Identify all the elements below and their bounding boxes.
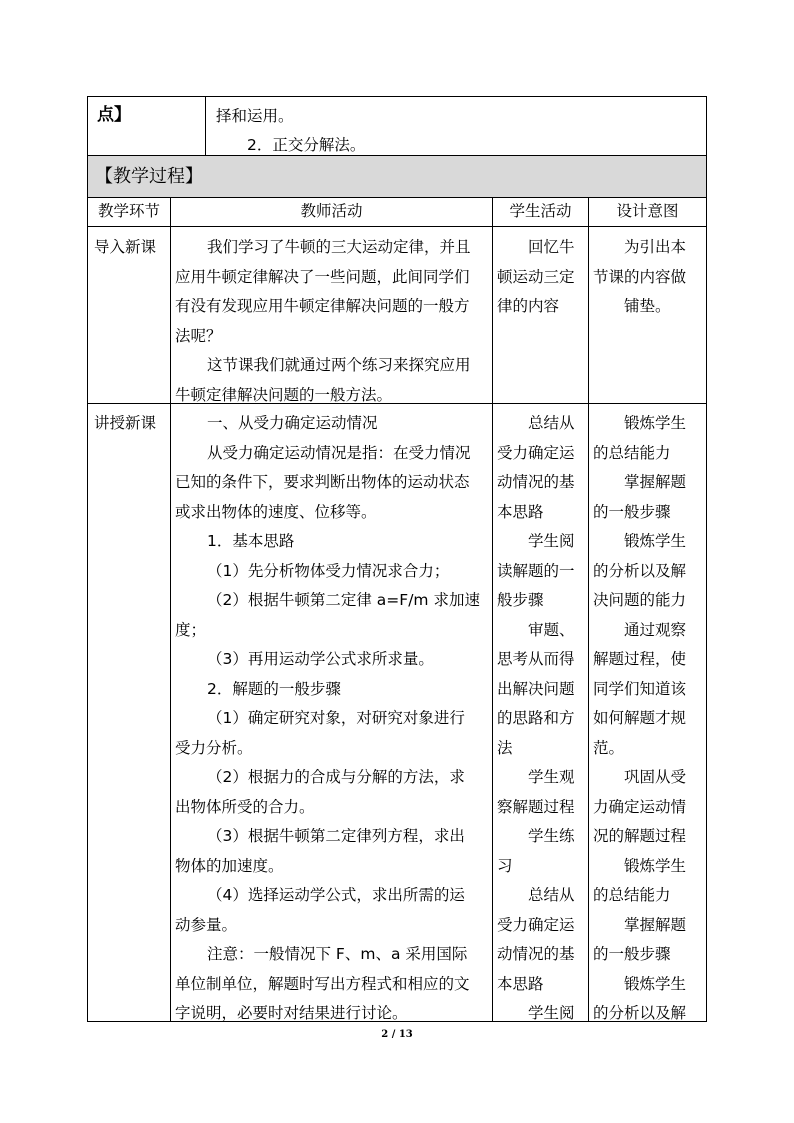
cell-line: 出解决问题 xyxy=(497,679,575,698)
cell-line: 字说明，必要时对结果进行讨论。 xyxy=(175,1004,408,1022)
cell-line: 的分析以及解 xyxy=(593,561,687,580)
cell-line: 学生阅 xyxy=(528,1004,575,1022)
cell-line: 锻炼学生 xyxy=(624,414,687,432)
cell-line: 况的解题过程 xyxy=(593,827,687,845)
cell-line: （4）选择运动学公式，求出所需的运 xyxy=(207,886,465,904)
cell-line: 已知的条件下，要求判断出物体的运动状态 xyxy=(175,473,470,491)
header-intent: 设计意图 xyxy=(616,202,679,220)
cell-line: 有没有发现应用牛顿定律解决问题的一般方 xyxy=(175,297,470,315)
cell-line: 动情况的基 xyxy=(497,945,575,963)
cell-line: 或求出物体的速度、位移等。 xyxy=(175,502,377,521)
cell-line: 般步骤 xyxy=(497,591,544,609)
cell-line: 法呢？ xyxy=(175,326,222,345)
cell-line: （1）确定研究对象，对研究对象进行 xyxy=(207,709,465,727)
cell-line: 巩固从受 xyxy=(624,768,687,786)
lesson-table xyxy=(87,96,707,1022)
cell-line: 铺垫。 xyxy=(624,297,671,315)
top-row-label: 点】 xyxy=(97,105,131,125)
cell-line: 同学们知道该 xyxy=(593,679,687,698)
cell-line: 本思路 xyxy=(497,502,544,521)
cell-line: 习 xyxy=(497,856,513,875)
cell-line: 解题过程，使 xyxy=(593,650,687,668)
top-row-line: 择和运用。 xyxy=(216,107,294,125)
cell-line: 动情况的基 xyxy=(497,473,575,491)
cell-line: 锻炼学生 xyxy=(624,974,687,993)
row2-stage-cell xyxy=(87,403,171,1022)
cell-line: 律的内容 xyxy=(497,297,560,315)
cell-line: 这节课我们就通过两个练习来探究应用 xyxy=(207,356,471,374)
cell-line: 受力确定运 xyxy=(497,443,575,462)
page-number: 2 / 13 xyxy=(381,1029,413,1040)
cell-line: 学生阅 xyxy=(528,532,575,550)
cell-line: 察解题过程 xyxy=(497,797,575,816)
cell-line: （3）再用运动学公式求所求量。 xyxy=(207,650,434,668)
cell-line: 锻炼学生 xyxy=(624,856,687,875)
cell-line: 学生练 xyxy=(528,827,575,845)
cell-line: 注意：一般情况下 F、m、a 采用国际 xyxy=(207,945,468,963)
cell-line: 决问题的能力 xyxy=(593,591,687,609)
cell-line: 牛顿定律解决问题的一般方法。 xyxy=(175,385,393,404)
cell-line: （2）根据牛顿第二定律 a=F/m 求加速 xyxy=(207,591,480,609)
cell-line: 1．基本思路 xyxy=(207,532,295,550)
cell-line: 单位制单位，解题时写出方程式和相应的文 xyxy=(175,974,470,993)
cell-line: 学生观 xyxy=(528,768,575,786)
cell-line: 一、从受力确定运动情况 xyxy=(207,414,378,432)
cell-line: 法 xyxy=(497,738,513,757)
cell-line: 审题、 xyxy=(528,620,575,639)
cell-line: 动参量。 xyxy=(175,915,238,934)
cell-line: （1）先分析物体受力情况求合力； xyxy=(207,561,450,580)
cell-line: 出物体所受的合力。 xyxy=(175,797,315,816)
cell-line: 读解题的一 xyxy=(497,561,575,580)
cell-line: 度； xyxy=(175,620,207,639)
cell-line: 受力分析。 xyxy=(175,738,253,757)
cell-line: 物体的加速度。 xyxy=(175,856,284,875)
cell-line: 掌握解题 xyxy=(624,473,687,491)
cell-line: 2．解题的一般步骤 xyxy=(207,679,341,698)
header-teacher: 教师活动 xyxy=(300,202,363,220)
cell-line: （2）根据力的合成与分解的方法，求 xyxy=(207,768,465,786)
cell-line: 思考从而得 xyxy=(497,650,575,668)
row2-stage: 讲授新课 xyxy=(94,414,157,432)
cell-line: 的总结能力 xyxy=(593,886,671,904)
cell-line: 应用牛顿定律解决了一些问题，此间同学们 xyxy=(175,267,470,286)
cell-line: 的一般步骤 xyxy=(593,502,671,521)
cell-line: 总结从 xyxy=(528,414,575,432)
cell-line: 力确定运动情 xyxy=(593,797,687,816)
cell-line: 回忆牛 xyxy=(528,238,575,256)
section-title: 【教学过程】 xyxy=(95,166,203,187)
row1-stage: 导入新课 xyxy=(94,238,157,256)
cell-line: 本思路 xyxy=(497,974,544,993)
cell-line: 从受力确定运动情况是指：在受力情况 xyxy=(207,443,471,462)
cell-line: 的思路和方 xyxy=(497,709,575,727)
cell-line: 掌握解题 xyxy=(624,915,687,934)
cell-line: （3）根据牛顿第二定律列方程，求出 xyxy=(207,827,465,845)
cell-line: 通过观察 xyxy=(624,620,687,639)
header-student: 学生活动 xyxy=(509,202,572,220)
header-stage: 教学环节 xyxy=(97,202,160,220)
cell-line: 的总结能力 xyxy=(593,443,671,462)
top-row-line: 2．正交分解法。 xyxy=(247,136,366,154)
cell-line: 总结从 xyxy=(528,886,575,904)
cell-line: 我们学习了牛顿的三大运动定律，并且 xyxy=(207,238,471,256)
cell-line: 的分析以及解 xyxy=(593,1004,687,1022)
cell-line: 范。 xyxy=(593,738,625,757)
cell-line: 顿运动三定 xyxy=(497,267,575,286)
cell-line: 节课的内容做 xyxy=(593,267,687,286)
cell-line: 为引出本 xyxy=(624,238,687,256)
cell-line: 如何解题才规 xyxy=(593,709,687,727)
cell-line: 锻炼学生 xyxy=(624,532,687,550)
cell-line: 受力确定运 xyxy=(497,915,575,934)
cell-line: 的一般步骤 xyxy=(593,945,671,963)
